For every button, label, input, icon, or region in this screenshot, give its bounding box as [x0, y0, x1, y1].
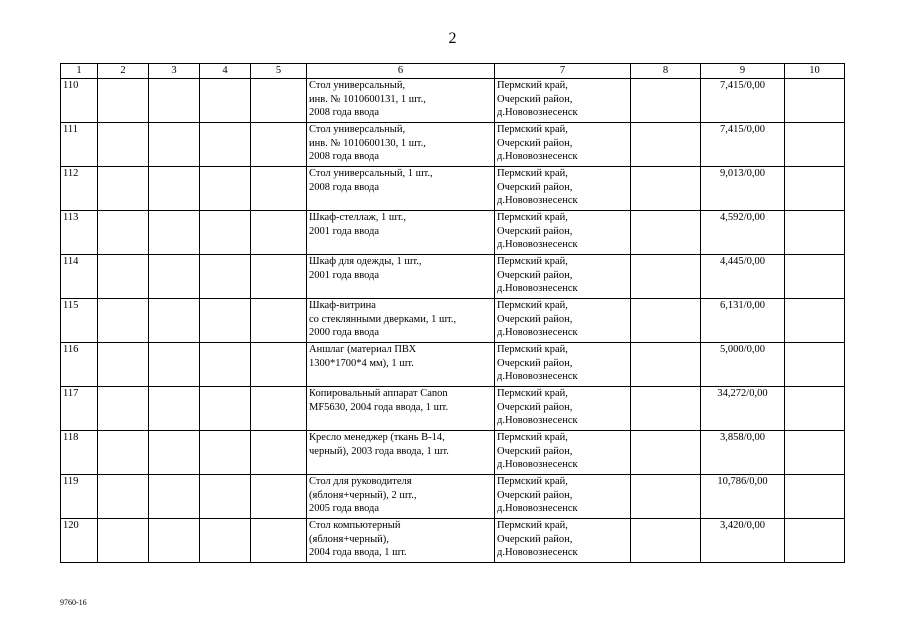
empty-cell	[149, 255, 200, 299]
column-header: 6	[307, 64, 495, 79]
location-line: Пермский край,	[497, 476, 568, 487]
item-description-line: черный), 2003 года ввода, 1 шт.	[309, 445, 449, 457]
location-cell	[495, 387, 631, 431]
empty-cell	[200, 255, 251, 299]
empty-cell	[200, 123, 251, 167]
column-header: 3	[149, 64, 200, 79]
item-description-cell	[307, 255, 495, 299]
row-number-cell: 114	[61, 255, 98, 299]
location-cell	[495, 79, 631, 123]
item-description-cell	[307, 519, 495, 563]
empty-cell	[785, 431, 845, 475]
empty-cell	[785, 387, 845, 431]
location-line: Очерский район,	[497, 489, 573, 501]
item-description-cell	[307, 431, 495, 475]
empty-cell	[200, 343, 251, 387]
location-line: Пермский край,	[497, 256, 568, 267]
empty-cell	[785, 123, 845, 167]
row-number-cell: 115	[61, 299, 98, 343]
column-header: 8	[631, 64, 701, 79]
empty-cell	[251, 123, 307, 167]
item-description-line: MF5630, 2004 года ввода, 1 шт.	[309, 401, 449, 413]
empty-cell	[251, 431, 307, 475]
item-description-cell	[307, 299, 495, 343]
page-number: 2	[448, 30, 457, 47]
location-line: Очерский район,	[497, 137, 573, 149]
location-cell	[495, 343, 631, 387]
empty-cell	[98, 167, 149, 211]
empty-cell	[631, 475, 701, 519]
value-cell: 4,445/0,00	[701, 255, 785, 299]
empty-cell	[785, 299, 845, 343]
item-description-line: 2001 года ввода	[309, 269, 380, 281]
column-header: 10	[785, 64, 845, 79]
row-number-cell: 111	[61, 123, 98, 167]
location-cell	[495, 519, 631, 563]
item-description-line: Стол универсальный,	[309, 124, 406, 135]
table-row	[61, 519, 845, 563]
value-cell: 3,858/0,00	[701, 431, 785, 475]
location-line: Очерский район,	[497, 533, 573, 545]
empty-cell	[631, 211, 701, 255]
item-description-line: 2005 года ввода	[309, 503, 380, 514]
item-description-line: Стол универсальный, 1 шт.,	[309, 168, 433, 179]
empty-cell	[251, 387, 307, 431]
location-line: Очерский район,	[497, 313, 573, 325]
item-description-line: 2008 года ввода	[309, 181, 380, 193]
empty-cell	[631, 519, 701, 563]
empty-cell	[98, 123, 149, 167]
location-cell	[495, 211, 631, 255]
empty-cell	[98, 475, 149, 519]
column-header: 5	[251, 64, 307, 79]
table-row	[61, 211, 845, 255]
row-number-cell: 118	[61, 431, 98, 475]
empty-cell	[251, 299, 307, 343]
empty-cell	[200, 475, 251, 519]
location-line: Пермский край,	[497, 344, 568, 355]
table-row	[61, 475, 845, 519]
empty-cell	[251, 211, 307, 255]
location-line: д.Нововознесенск	[497, 195, 578, 206]
location-line: д.Нововознесенск	[497, 459, 578, 470]
empty-cell	[785, 255, 845, 299]
column-header: 9	[701, 64, 785, 79]
item-description-line: Стол универсальный,	[309, 80, 406, 91]
empty-cell	[785, 519, 845, 563]
location-line: Очерский район,	[497, 357, 573, 369]
row-number-cell: 112	[61, 167, 98, 211]
item-description-line: Кресло менеджер (ткань В-14,	[309, 432, 445, 443]
empty-cell	[200, 79, 251, 123]
empty-cell	[785, 343, 845, 387]
value-cell: 5,000/0,00	[701, 343, 785, 387]
empty-cell	[149, 519, 200, 563]
item-description-cell	[307, 343, 495, 387]
item-description-line: Копировальный аппарат Canon	[309, 388, 448, 399]
location-line: Очерский район,	[497, 181, 573, 193]
item-description-line: 2001 года ввода	[309, 225, 380, 237]
item-description-line: 1300*1700*4 мм), 1 шт.	[309, 357, 414, 369]
empty-cell	[200, 167, 251, 211]
document-code: 9760-16	[60, 598, 87, 607]
empty-cell	[200, 211, 251, 255]
item-description-line: Шкаф-витрина	[309, 300, 376, 311]
table-row	[61, 167, 845, 211]
location-line: д.Нововознесенск	[497, 371, 578, 382]
empty-cell	[251, 79, 307, 123]
location-line: Очерский район,	[497, 93, 573, 105]
empty-cell	[149, 167, 200, 211]
empty-cell	[98, 211, 149, 255]
row-number-cell: 110	[61, 79, 98, 123]
value-cell: 7,415/0,00	[701, 79, 785, 123]
empty-cell	[200, 387, 251, 431]
location-line: д.Нововознесенск	[497, 151, 578, 162]
location-line: д.Нововознесенск	[497, 327, 578, 338]
item-description-line: (яблоня+черный),	[309, 533, 389, 545]
item-description-cell	[307, 167, 495, 211]
item-description-cell	[307, 387, 495, 431]
table-row	[61, 255, 845, 299]
location-line: Очерский район,	[497, 269, 573, 281]
location-line: д.Нововознесенск	[497, 107, 578, 118]
table-row	[61, 79, 845, 123]
item-description-line: 2008 года ввода	[309, 151, 380, 162]
location-line: Пермский край,	[497, 168, 568, 179]
location-cell	[495, 255, 631, 299]
empty-cell	[149, 79, 200, 123]
item-description-line: Шкаф для одежды, 1 шт.,	[309, 256, 422, 267]
location-line: Очерский район,	[497, 445, 573, 457]
empty-cell	[98, 431, 149, 475]
empty-cell	[149, 431, 200, 475]
column-header: 2	[98, 64, 149, 79]
empty-cell	[785, 167, 845, 211]
empty-cell	[200, 431, 251, 475]
location-line: Пермский край,	[497, 80, 568, 91]
location-line: д.Нововознесенск	[497, 415, 578, 426]
value-cell: 10,786/0,00	[701, 475, 785, 519]
location-line: Пермский край,	[497, 388, 568, 399]
column-number-row	[61, 64, 845, 79]
location-line: Пермский край,	[497, 520, 568, 531]
empty-cell	[98, 255, 149, 299]
location-line: Очерский район,	[497, 401, 573, 413]
empty-cell	[631, 167, 701, 211]
value-cell: 3,420/0,00	[701, 519, 785, 563]
empty-cell	[631, 255, 701, 299]
location-cell	[495, 123, 631, 167]
item-description-line: Стол компьютерный	[309, 520, 401, 531]
row-number-cell: 116	[61, 343, 98, 387]
location-line: д.Нововознесенск	[497, 503, 578, 514]
item-description-line: Аншлаг (материал ПВХ	[309, 344, 417, 355]
empty-cell	[200, 519, 251, 563]
item-description-line: (яблоня+черный), 2 шт.,	[309, 489, 417, 501]
item-description-cell	[307, 79, 495, 123]
empty-cell	[631, 431, 701, 475]
value-cell: 4,592/0,00	[701, 211, 785, 255]
column-header: 4	[200, 64, 251, 79]
value-cell: 34,272/0,00	[701, 387, 785, 431]
empty-cell	[149, 123, 200, 167]
location-cell	[495, 475, 631, 519]
table-row	[61, 387, 845, 431]
item-description-line: 2000 года ввода	[309, 327, 380, 338]
empty-cell	[785, 211, 845, 255]
location-line: д.Нововознесенск	[497, 547, 578, 558]
empty-cell	[149, 475, 200, 519]
value-cell: 6,131/0,00	[701, 299, 785, 343]
row-number-cell: 119	[61, 475, 98, 519]
item-description-line: Стол для руководителя	[309, 476, 412, 487]
empty-cell	[631, 123, 701, 167]
empty-cell	[251, 167, 307, 211]
empty-cell	[631, 299, 701, 343]
empty-cell	[98, 299, 149, 343]
location-line: Пермский край,	[497, 432, 568, 443]
item-description-line: 2004 года ввода, 1 шт.	[309, 547, 407, 558]
location-line: д.Нововознесенск	[497, 283, 578, 294]
empty-cell	[251, 519, 307, 563]
location-line: Пермский край,	[497, 212, 568, 223]
empty-cell	[98, 79, 149, 123]
item-description-line: инв. № 1010600131, 1 шт.,	[309, 93, 426, 105]
location-line: д.Нововознесенск	[497, 239, 578, 250]
row-number-cell: 113	[61, 211, 98, 255]
location-cell	[495, 167, 631, 211]
empty-cell	[149, 299, 200, 343]
location-line: Очерский район,	[497, 225, 573, 237]
empty-cell	[149, 343, 200, 387]
empty-cell	[631, 79, 701, 123]
location-cell	[495, 431, 631, 475]
empty-cell	[785, 79, 845, 123]
item-description-cell	[307, 211, 495, 255]
table-row	[61, 431, 845, 475]
empty-cell	[149, 387, 200, 431]
value-cell: 9,013/0,00	[701, 167, 785, 211]
empty-cell	[98, 343, 149, 387]
table-row	[61, 123, 845, 167]
empty-cell	[631, 343, 701, 387]
empty-cell	[631, 387, 701, 431]
column-header: 1	[61, 64, 98, 79]
table-row	[61, 343, 845, 387]
item-description-cell	[307, 123, 495, 167]
empty-cell	[98, 519, 149, 563]
empty-cell	[251, 475, 307, 519]
item-description-line: инв. № 1010600130, 1 шт.,	[309, 137, 426, 149]
empty-cell	[785, 475, 845, 519]
row-number-cell: 117	[61, 387, 98, 431]
empty-cell	[149, 211, 200, 255]
empty-cell	[251, 343, 307, 387]
item-description-line: Шкаф-стеллаж, 1 шт.,	[309, 212, 407, 223]
table-row	[61, 299, 845, 343]
location-cell	[495, 299, 631, 343]
location-line: Пермский край,	[497, 300, 568, 311]
item-description-line: со стеклянными дверками, 1 шт.,	[309, 313, 457, 325]
value-cell: 7,415/0,00	[701, 123, 785, 167]
row-number-cell: 120	[61, 519, 98, 563]
location-line: Пермский край,	[497, 124, 568, 135]
property-register-table	[60, 63, 845, 563]
empty-cell	[98, 387, 149, 431]
item-description-cell	[307, 475, 495, 519]
item-description-line: 2008 года ввода	[309, 107, 380, 118]
empty-cell	[200, 299, 251, 343]
empty-cell	[251, 255, 307, 299]
column-header: 7	[495, 64, 631, 79]
